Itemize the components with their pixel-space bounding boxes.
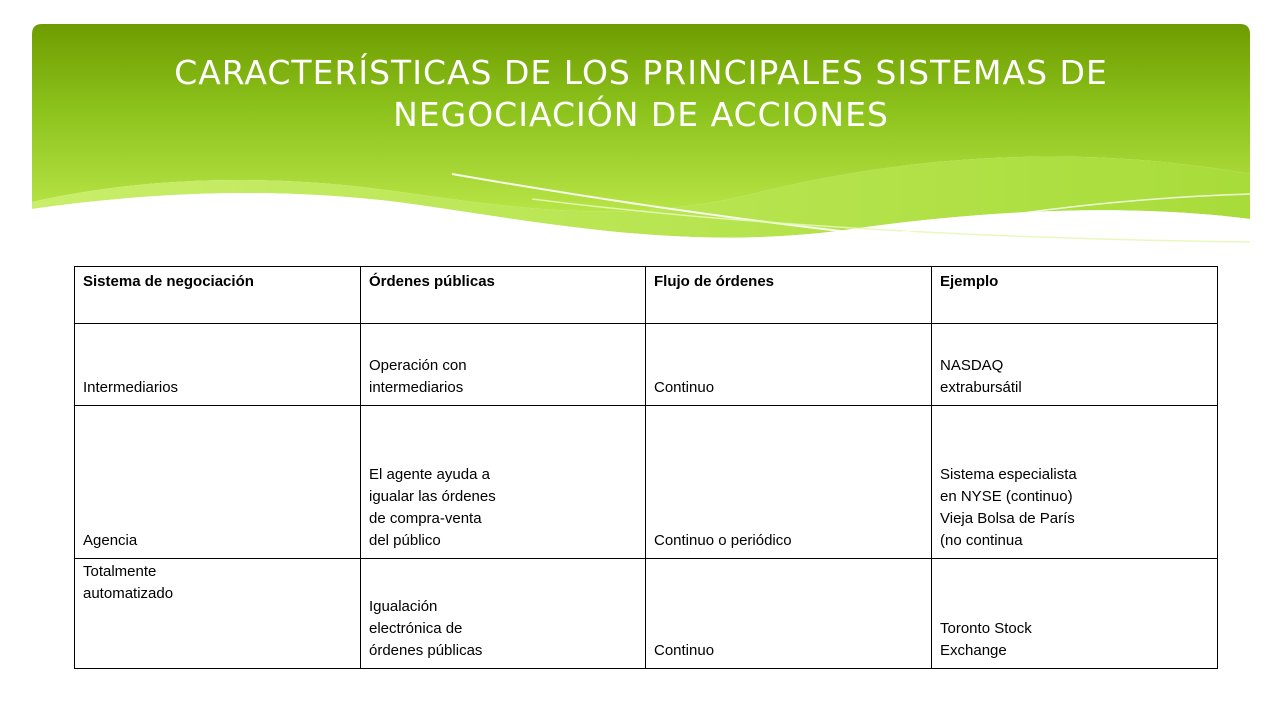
cell-line: electrónica de <box>369 620 463 637</box>
cell-ejemplo <box>932 406 1218 559</box>
cell-line: (no continua <box>940 532 1023 549</box>
cell-line: Igualación <box>369 598 438 615</box>
cell-flujo <box>646 406 932 559</box>
cell-line: en NYSE (continuo) <box>940 488 1073 505</box>
cell-flujo <box>646 559 932 669</box>
cell-line: Totalmente <box>83 563 157 580</box>
cell-line: Continuo o periódico <box>654 532 792 549</box>
cell-line: Intermediarios <box>83 379 179 396</box>
cell-line: NASDAQ <box>940 357 1004 374</box>
cell-line: Sistema especialista <box>940 466 1077 483</box>
slide-title-line-1: CARACTERÍSTICAS DE LOS PRINCIPALES SISTEMAS DE <box>174 53 1108 92</box>
cell-line: El agente ayuda a <box>369 466 490 483</box>
table-row <box>75 559 1218 669</box>
table-header-row <box>75 267 1218 324</box>
cell-line: órdenes públicas <box>369 642 483 659</box>
cell-sistema <box>75 559 361 669</box>
header-ejemplo: Ejemplo <box>932 267 1218 324</box>
slide-title-line-2: NEGOCIACIÓN DE ACCIONES <box>393 95 889 134</box>
header-flujo: Flujo de órdenes <box>646 267 932 324</box>
cell-ordenes <box>361 324 646 406</box>
cell-ejemplo <box>932 559 1218 669</box>
cell-line: Vieja Bolsa de París <box>940 510 1075 527</box>
cell-line: del público <box>369 532 441 549</box>
slide-title <box>32 52 1250 136</box>
cell-sistema <box>75 324 361 406</box>
cell-line: automatizado <box>83 585 174 602</box>
cell-line: Agencia <box>83 532 138 549</box>
cell-line: Exchange <box>940 642 1007 659</box>
header-ordenes: Órdenes públicas <box>361 267 646 324</box>
cell-line: Continuo <box>654 642 715 659</box>
cell-ordenes <box>361 559 646 669</box>
table-row <box>75 406 1218 559</box>
cell-line: extrabursátil <box>940 379 1022 396</box>
table-row <box>75 324 1218 406</box>
cell-flujo <box>646 324 932 406</box>
cell-line: igualar las órdenes <box>369 488 496 505</box>
cell-line: Continuo <box>654 379 715 396</box>
cell-sistema <box>75 406 361 559</box>
cell-line: de compra-venta <box>369 510 482 527</box>
cell-ordenes <box>361 406 646 559</box>
header-sistema: Sistema de negociación <box>75 267 361 324</box>
cell-ejemplo <box>932 324 1218 406</box>
cell-line: Operación con <box>369 357 467 374</box>
cell-line: Toronto Stock <box>940 620 1032 637</box>
cell-line: intermediarios <box>369 379 464 396</box>
comparison-table <box>74 266 1218 669</box>
